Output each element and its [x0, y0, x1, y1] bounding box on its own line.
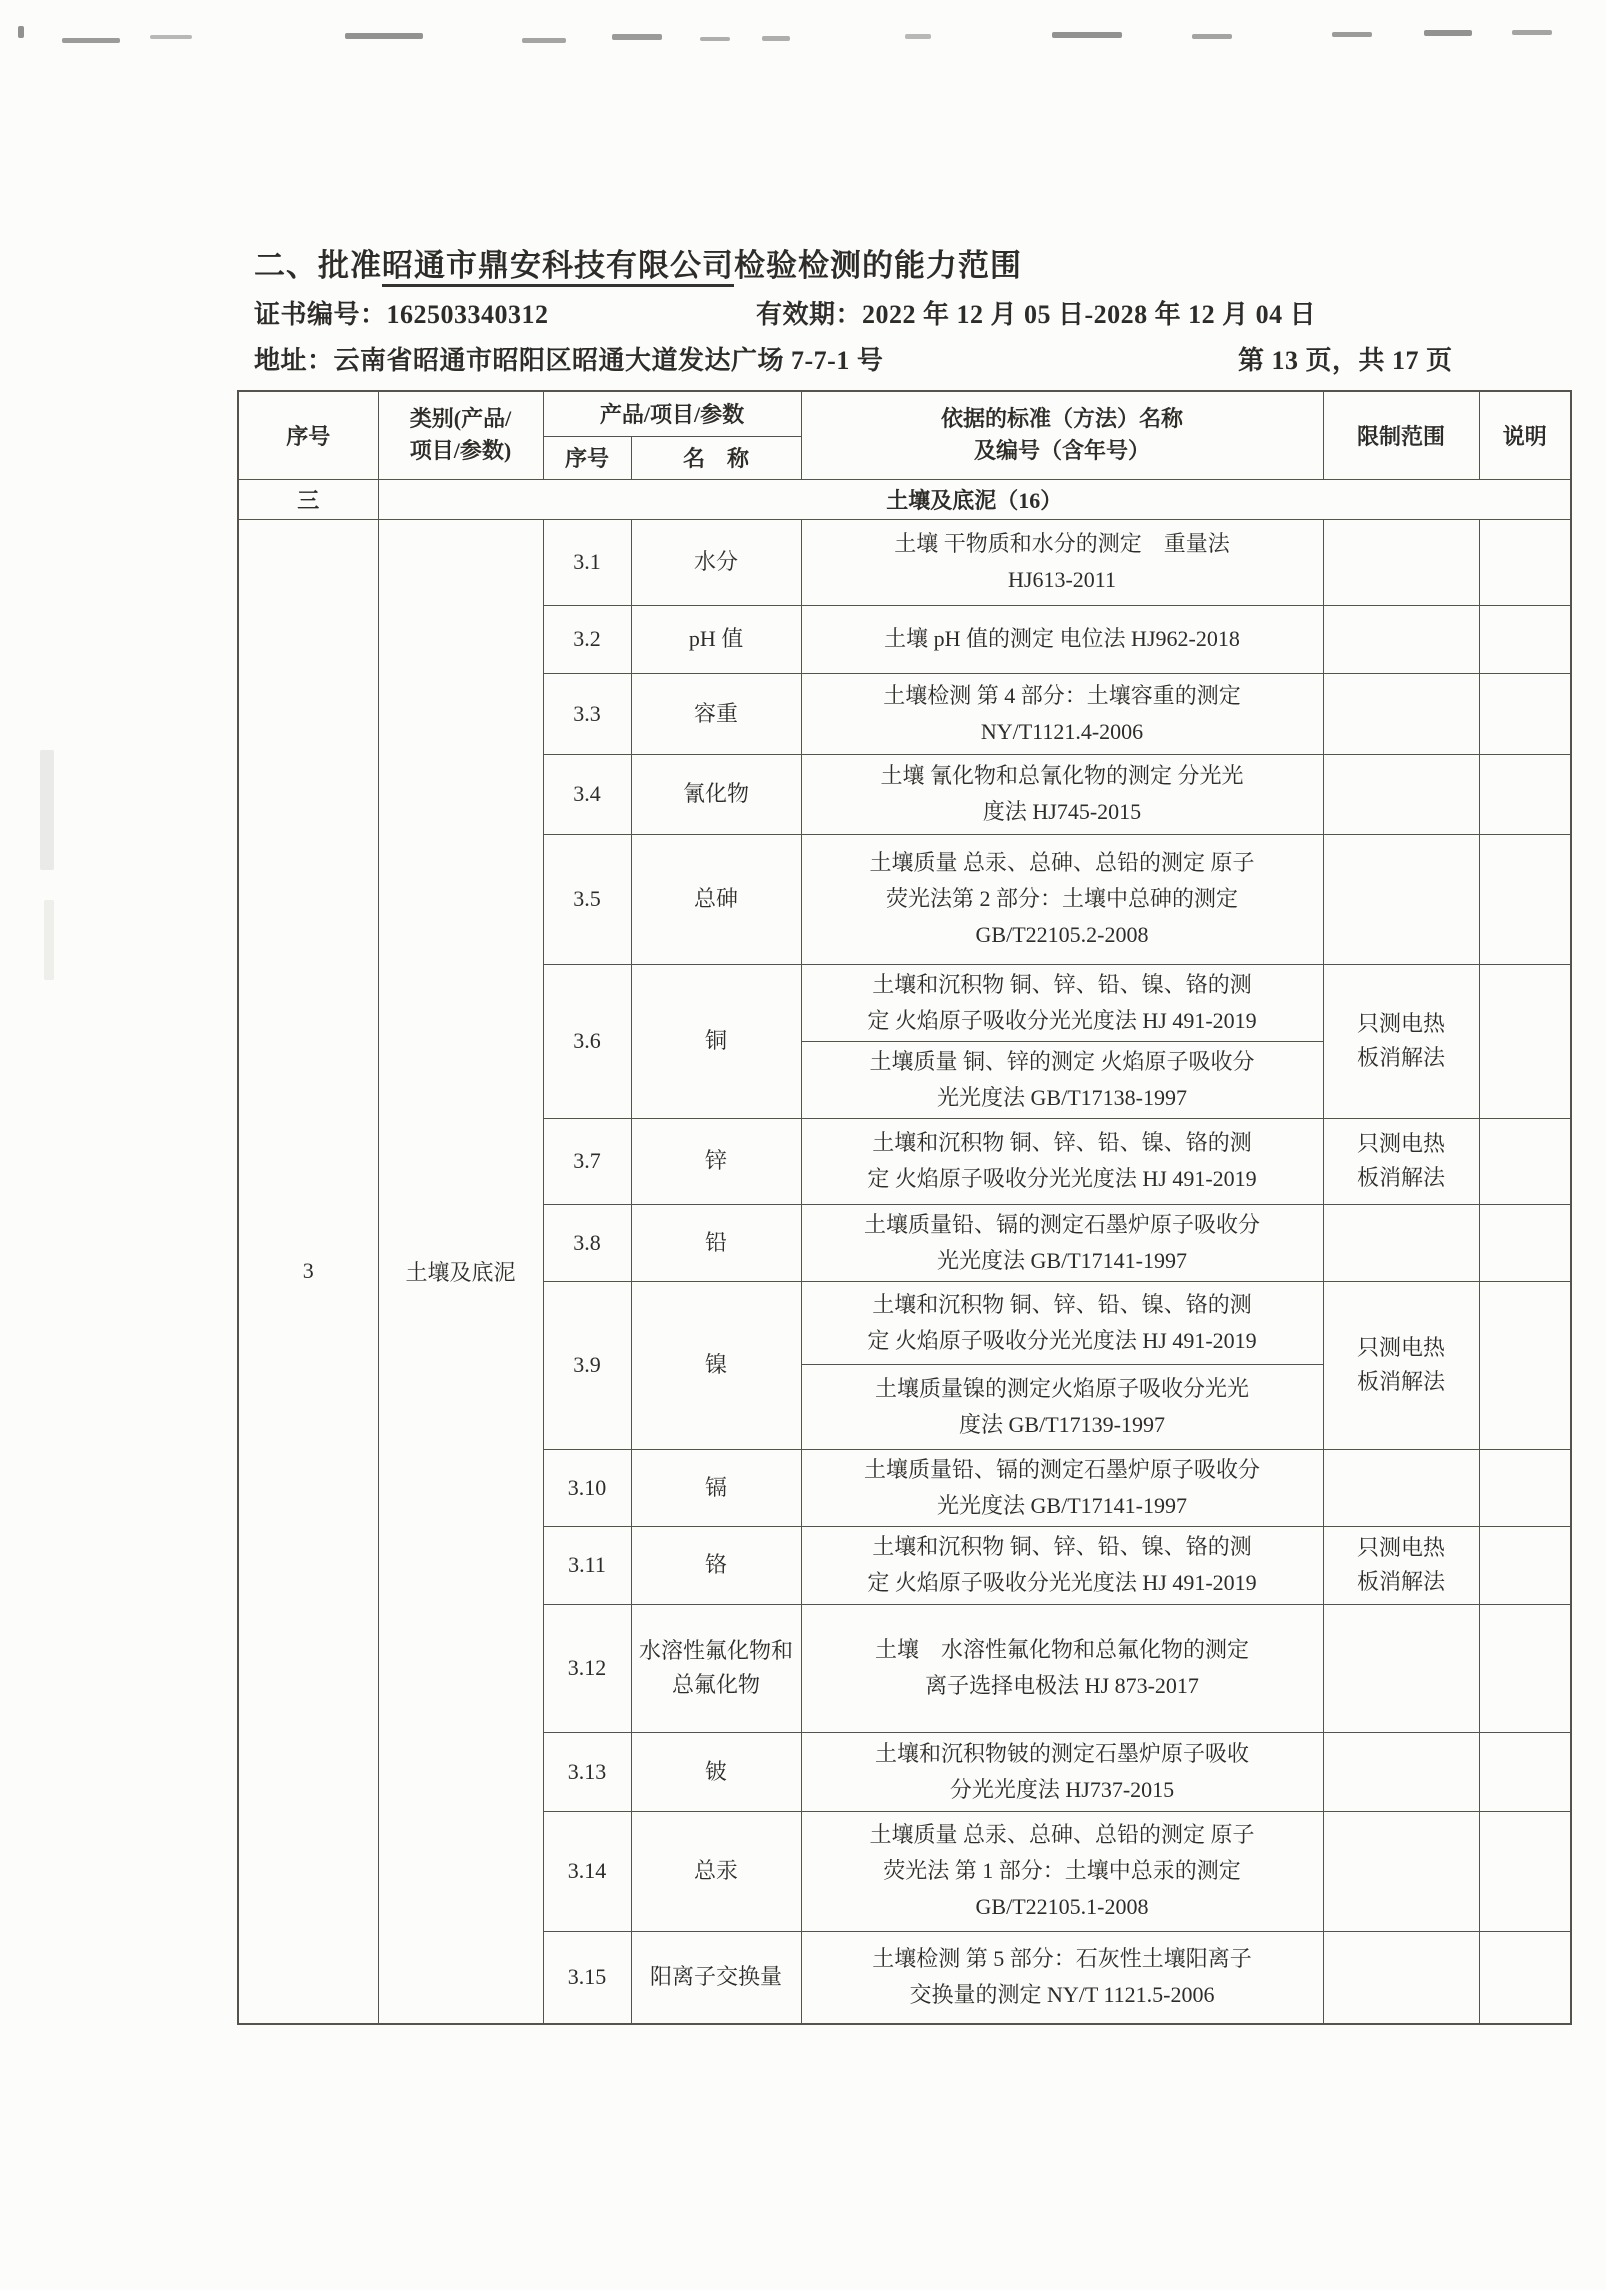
- standard-cell: [801, 1449, 1323, 1526]
- validity-label: 有效期：: [756, 300, 863, 329]
- item-name: 镍: [631, 1281, 801, 1449]
- standard-line: 分光光度法 HJ737-2015: [949, 1776, 1175, 1802]
- restriction-cell: [1323, 1281, 1479, 1449]
- scan-artifact: [762, 36, 790, 41]
- note-cell: [1479, 1204, 1571, 1281]
- capability-table: [237, 390, 1572, 2025]
- address-value: 云南省昭通市昭阳区昭通大道发达广场 7-7-1 号: [333, 346, 884, 375]
- standard-cell: [801, 1732, 1323, 1811]
- restriction-cell: [1323, 1931, 1479, 2024]
- restriction-cell: [1323, 1118, 1479, 1204]
- standard-line: 土壤检测 第 5 部分：石灰性土壤阳离子: [872, 1946, 1252, 1972]
- restriction-cell: [1323, 1526, 1479, 1604]
- item-name: 铅: [631, 1204, 801, 1281]
- standard-line: 度法 HJ745-2015: [982, 799, 1142, 824]
- restriction-line: 板消解法: [1357, 1045, 1446, 1070]
- item-name: 镉: [631, 1449, 801, 1526]
- item-name: 锌: [631, 1118, 801, 1204]
- item-no: 3.7: [543, 1118, 631, 1204]
- item-name: 水溶性氟化物和总氟化物: [631, 1604, 801, 1732]
- scan-artifact: [1052, 32, 1122, 38]
- scan-artifact: [345, 33, 423, 39]
- item-no: 3.11: [543, 1526, 631, 1604]
- restriction-cell: [1323, 1811, 1479, 1931]
- note-cell: [1479, 964, 1571, 1118]
- note-cell: [1479, 673, 1571, 754]
- item-no: 3.14: [543, 1811, 631, 1931]
- note-cell: [1479, 519, 1571, 605]
- standard-line: 土壤质量铅、镉的测定石墨炉原子吸收分: [864, 1211, 1261, 1237]
- standard-line: 土壤和沉积物铍的测定石墨炉原子吸收: [875, 1740, 1250, 1766]
- restriction-line: 板消解法: [1357, 1165, 1446, 1190]
- standard-cell: [801, 605, 1323, 673]
- header-sub-name: 名 称: [631, 436, 801, 479]
- standard-line: NY/T1121.4-2006: [980, 718, 1144, 744]
- header-sub-serial: 序号: [543, 436, 631, 479]
- scan-artifact: [150, 35, 192, 39]
- page-title-suffix: 检验检测的能力范围: [734, 248, 1022, 283]
- standard-cell: [801, 1931, 1323, 2024]
- restriction-cell: [1323, 1204, 1479, 1281]
- item-no: 3.4: [543, 754, 631, 834]
- section-serial: 三: [238, 479, 378, 519]
- standard-line: 土壤检测 第 4 部分：土壤容重的测定: [883, 682, 1241, 708]
- standard-cell: [801, 1526, 1323, 1604]
- standard-cell: [801, 1811, 1323, 1931]
- item-no: 3.12: [543, 1604, 631, 1732]
- item-no: 3.15: [543, 1931, 631, 2024]
- table-row: [238, 519, 1571, 605]
- note-cell: [1479, 1931, 1571, 2024]
- restriction-cell: [1323, 1449, 1479, 1526]
- pagination: 第 13 页，共 17 页: [1238, 346, 1453, 375]
- restriction-cell: [1323, 834, 1479, 964]
- category-serial: 3: [238, 519, 378, 2024]
- page-title-prefix: 二、批准: [254, 248, 382, 283]
- standard-line: 土壤和沉积物 铜、锌、铅、镍、铬的测: [872, 971, 1252, 997]
- address-label: 地址：: [254, 346, 334, 375]
- restriction-cell: [1323, 673, 1479, 754]
- item-name: 铜: [631, 964, 801, 1118]
- standard-cell: [801, 754, 1323, 834]
- restriction-cell: [1323, 964, 1479, 1118]
- validity-line: [756, 294, 1316, 331]
- standard-line: HJ613-2011: [1008, 567, 1116, 592]
- address-line: [254, 340, 883, 377]
- standard-line: 土壤质量 总汞、总砷、总铅的测定 原子: [869, 1822, 1255, 1847]
- standard-line: 荧光法 第 1 部分：土壤中总汞的测定: [883, 1858, 1241, 1883]
- header-product-group: 产品/项目/参数: [543, 391, 801, 436]
- standard-cell: [801, 1204, 1323, 1281]
- item-name: 阳离子交换量: [631, 1931, 801, 2024]
- certificate-number-line: [254, 294, 549, 331]
- item-name: 水分: [631, 519, 801, 605]
- restriction-cell: [1323, 1604, 1479, 1732]
- standard-line: 定 火焰原子吸收分光光度法 HJ 491-2019: [867, 1166, 1257, 1191]
- item-no: 3.13: [543, 1732, 631, 1811]
- header-category: [378, 391, 543, 479]
- scan-artifact: [18, 26, 24, 38]
- scan-artifact: [1192, 34, 1232, 39]
- standard-line: 光光度法 GB/T17141-1997: [937, 1492, 1187, 1518]
- note-cell: [1479, 605, 1571, 673]
- standard-line: 土壤 干物质和水分的测定 重量法: [894, 531, 1230, 556]
- standard-line: 土壤和沉积物 铜、锌、铅、镍、铬的测: [872, 1291, 1252, 1317]
- standard-line: 土壤质量镍的测定火焰原子吸收分光光: [875, 1375, 1250, 1401]
- header-category-line2: 项目/参数): [409, 438, 512, 464]
- standard-line: GB/T22105.2-2008: [975, 922, 1149, 947]
- standard-line: 定 火焰原子吸收分光光度法 HJ 491-2019: [867, 1007, 1257, 1033]
- restriction-line: 只测电热: [1357, 1011, 1446, 1036]
- standard-cell: [801, 1118, 1323, 1204]
- standard-line: 土壤和沉积物 铜、锌、铅、镍、铬的测: [872, 1130, 1252, 1155]
- header-restriction: 限制范围: [1323, 391, 1479, 479]
- standard-cell: [801, 1041, 1323, 1118]
- header-category-line1: 类别(产品/: [409, 406, 512, 432]
- standard-cell: [801, 964, 1323, 1041]
- restriction-line: 只测电热: [1357, 1535, 1446, 1560]
- header-standard-line1: 依据的标准（方法）名称: [941, 406, 1184, 432]
- standard-line: 光光度法 GB/T17138-1997: [937, 1084, 1187, 1110]
- restriction-cell: [1323, 519, 1479, 605]
- scan-artifact: [1512, 30, 1552, 35]
- standard-cell: [801, 673, 1323, 754]
- scan-artifact: [522, 38, 566, 43]
- standard-line: 土壤 pH 值的测定 电位法 HJ962-2018: [884, 626, 1240, 651]
- standard-line: 光光度法 GB/T17141-1997: [937, 1247, 1187, 1273]
- certificate-label: 证书编号：: [254, 300, 387, 329]
- scan-artifact: [1424, 30, 1472, 36]
- standard-cell: [801, 1604, 1323, 1732]
- restriction-line: 只测电热: [1357, 1131, 1446, 1156]
- standard-line: 土壤质量 铜、锌的测定 火焰原子吸收分: [869, 1048, 1255, 1074]
- note-cell: [1479, 754, 1571, 834]
- header-serial: 序号: [238, 391, 378, 479]
- company-name: 昭通市鼎安科技有限公司: [382, 248, 734, 287]
- item-no: 3.2: [543, 605, 631, 673]
- note-cell: [1479, 1732, 1571, 1811]
- note-cell: [1479, 834, 1571, 964]
- scan-artifact: [700, 37, 730, 41]
- note-cell: [1479, 1281, 1571, 1449]
- scan-artifact: [44, 900, 54, 980]
- standard-line: 荧光法第 2 部分：土壤中总砷的测定: [886, 886, 1239, 911]
- standard-line: 土壤质量 总汞、总砷、总铅的测定 原子: [869, 850, 1255, 875]
- item-no: 3.6: [543, 964, 631, 1118]
- scan-artifact: [612, 34, 662, 40]
- page-title: [254, 240, 1022, 285]
- restriction-cell: [1323, 605, 1479, 673]
- standard-line: 定 火焰原子吸收分光光度法 HJ 491-2019: [867, 1570, 1257, 1595]
- section-row: [238, 479, 1571, 519]
- category-name: 土壤及底泥: [378, 519, 543, 2024]
- note-cell: [1479, 1526, 1571, 1604]
- item-name: 容重: [631, 673, 801, 754]
- table-header-row-1: [238, 391, 1571, 436]
- item-name: 铬: [631, 1526, 801, 1604]
- restriction-line: 板消解法: [1357, 1569, 1446, 1594]
- item-name: 铍: [631, 1732, 801, 1811]
- note-cell: [1479, 1811, 1571, 1931]
- item-name: pH 值: [631, 605, 801, 673]
- scan-artifact: [905, 34, 931, 39]
- standard-line: GB/T22105.1-2008: [975, 1894, 1149, 1919]
- header-standard-line2: 及编号（含年号）: [974, 438, 1151, 464]
- restriction-line: 只测电热: [1357, 1335, 1446, 1360]
- standard-line: 度法 GB/T17139-1997: [959, 1411, 1165, 1437]
- standard-cell: [801, 519, 1323, 605]
- item-no: 3.1: [543, 519, 631, 605]
- standard-line: 离子选择电极法 HJ 873-2017: [925, 1673, 1199, 1698]
- restriction-cell: [1323, 754, 1479, 834]
- standard-cell: [801, 1364, 1323, 1449]
- item-no: 3.8: [543, 1204, 631, 1281]
- section-title: 土壤及底泥（16）: [378, 479, 1571, 519]
- certificate-number: 162503340312: [386, 300, 549, 329]
- restriction-cell: [1323, 1732, 1479, 1811]
- validity-value: 2022 年 12 月 05 日-2028 年 12 月 04 日: [862, 300, 1317, 329]
- standard-line: 定 火焰原子吸收分光光度法 HJ 491-2019: [867, 1327, 1257, 1353]
- item-name: 氰化物: [631, 754, 801, 834]
- item-no: 3.10: [543, 1449, 631, 1526]
- restriction-line: 板消解法: [1357, 1369, 1446, 1394]
- standard-line: 土壤和沉积物 铜、锌、铅、镍、铬的测: [872, 1534, 1252, 1559]
- item-name: 总砷: [631, 834, 801, 964]
- standard-line: 土壤 水溶性氟化物和总氟化物的测定: [875, 1637, 1250, 1662]
- item-no: 3.3: [543, 673, 631, 754]
- item-name: 总汞: [631, 1811, 801, 1931]
- standard-cell: [801, 1281, 1323, 1364]
- standard-line: 土壤 氰化物和总氰化物的测定 分光光: [880, 763, 1244, 788]
- note-cell: [1479, 1604, 1571, 1732]
- scan-artifact: [62, 38, 120, 43]
- item-no: 3.5: [543, 834, 631, 964]
- note-cell: [1479, 1118, 1571, 1204]
- standard-line: 交换量的测定 NY/T 1121.5-2006: [909, 1982, 1215, 2008]
- header-standard: [801, 391, 1323, 479]
- note-cell: [1479, 1449, 1571, 1526]
- standard-line: 土壤质量铅、镉的测定石墨炉原子吸收分: [864, 1456, 1261, 1482]
- item-no: 3.9: [543, 1281, 631, 1449]
- standard-cell: [801, 834, 1323, 964]
- scan-artifact: [1332, 32, 1372, 37]
- scan-artifact: [40, 750, 54, 870]
- header-note: 说明: [1479, 391, 1571, 479]
